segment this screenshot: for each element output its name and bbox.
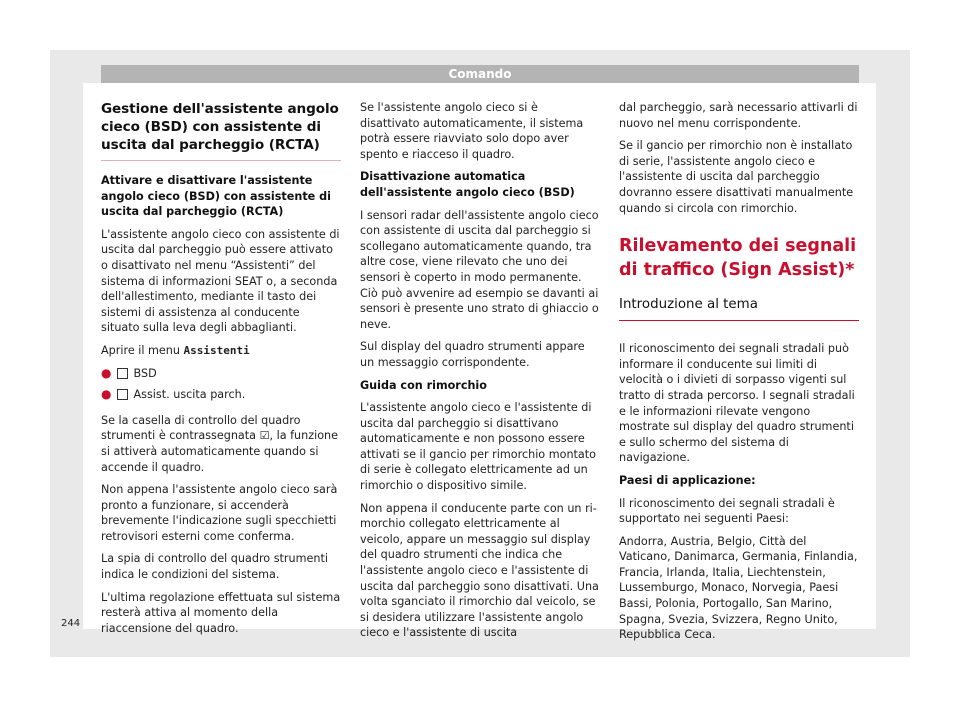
page-number: 244 <box>61 618 81 629</box>
heading-rule <box>101 160 341 161</box>
paragraph-part: , la funzione si attiverà automaticamente quando si accende il quadro. <box>101 429 339 474</box>
subheading: Attivare e disattivare l'assistente angolo cieco (BSD) con assistente di uscita dal parcheggio (RCTA) <box>101 174 331 219</box>
list-item-label: BSD <box>133 366 157 380</box>
list-item <box>101 366 341 382</box>
menu-prefix: Aprire il menu <box>101 343 184 357</box>
paragraph: L'ultima regolazione effettuata sul sistema resterà attiva al momento della riaccensione del quadro. <box>101 590 341 635</box>
section-heading: Gestione dell'assistente angolo cieco (BSD) con assistente di uscita dal parcheggio (RCTA) <box>101 101 339 153</box>
menu-instruction <box>101 343 341 359</box>
list-item <box>101 387 341 403</box>
list-item-label: Assist. uscita parch. <box>133 388 246 402</box>
paragraph <box>101 413 341 475</box>
paragraph-part: Se la casella di controllo del quadro strumenti è contrassegnata <box>101 413 301 443</box>
column-2 <box>360 100 600 648</box>
menu-name: Assistenti <box>183 343 250 357</box>
section-title: Rilevamento dei segnali di traffico (Sign Assist)* <box>619 236 857 281</box>
checkbox-icon <box>117 368 128 379</box>
section-rule <box>619 320 859 321</box>
bullet-icon: ● <box>101 365 112 380</box>
column-1 <box>101 100 341 643</box>
paragraph: Andorra, Austria, Belgio, Città del Vaticano, Danimarca, Germania, Finlandia, Francia, Irlanda, Italia, Liechtenstein, Lussemburgo, Monaco, Norvegia, Paesi Bassi, Polonia, Portogallo, San Marino, Spagna, Svezia, Svizzera, Regno Unito, Repubblica Ceca. <box>619 534 858 642</box>
checkbox-icon <box>117 389 128 400</box>
checked-box-icon: ☑ <box>259 429 270 443</box>
paragraph: Il riconoscimento dei segnali stradali è supportato nei seguenti Paesi: <box>619 496 835 526</box>
subheading: Guida con rimorchio <box>360 378 487 392</box>
paragraph: dal parcheggio, sarà necessario attivarli di nuovo nel menu corrispondente. <box>619 101 858 130</box>
subheading: Disattivazione automatica dell'assistente angolo cieco (BSD) <box>360 170 575 199</box>
paragraph: Non appena il conducente parte con un rimorchio collegato elettricamente al veicolo, appare un messaggio sul display del quadro strumenti che indica che l'assistente angolo cieco e l'assistente di uscita dal parcheggio sono disattivati. Una volta sganciato il rimorchio dal veicolo, se si desidera utilizzare l'assistente angolo cieco e l'assistente di uscita <box>360 501 599 640</box>
bullet-icon: ● <box>101 387 112 402</box>
page-header: Comando <box>101 65 859 83</box>
paragraph: La spia di controllo del quadro strumenti indica le condizioni del sistema. <box>101 552 328 582</box>
paragraph: I sensori radar dell'assistente angolo cieco con assistente di uscita dal parcheggio si scollegano automaticamente quando, tra altre cose, viene rilevato che uno dei sensori è coperto in modo permanente. Ciò può avvenire ad esempio se davanti ai sensori è presente uno strato di ghiaccio o neve. <box>360 208 599 331</box>
paragraph: Il riconoscimento dei segnali stradali può informare il conducente sui limiti di velocità o i divieti di sorpasso vigenti sul tratto di strada percorso. I segnali stradali e le informazioni rilevate vengono mostrate sul display del quadro strumenti e sullo schermo del sistema di navigazione. <box>619 342 855 465</box>
paragraph: Non appena l'assistente angolo cieco sarà pronto a funzionare, si accenderà brevemente l'indicazione sugli specchietti retrovisori esterni come conferma. <box>101 483 338 543</box>
paragraph: Sul display del quadro strumenti appare un messaggio corrispondente. <box>360 340 585 369</box>
paragraph: Se l'assistente angolo cieco si è disattivato automaticamente, il sistema potrà essere riavviato solo dopo aver spento e riacceso il quadro. <box>360 101 584 161</box>
paragraph: Se il gancio per rimorchio non è installato di serie, l'assistente angolo cieco e l'assistente di uscita dal parcheggio dovranno essere disattivati manualmente quando si circola con rimorchio. <box>619 139 854 215</box>
paragraph: L'assistente angolo cieco e l'assistente di uscita dal parcheggio si disattivano automaticamente e non possono essere attivati se il gancio per rimorchio montato di serie è collegato elettricamente ad un rimorchio o dispositivo simile. <box>360 401 597 493</box>
column-3 <box>619 100 859 650</box>
paragraph: L'assistente angolo cieco con assistente di uscita dal parcheggio può essere attivato o disattivato nel menu “Assistenti” del sistema di informazioni SEAT o, a seconda dell'allestimento, mediante il tasto dei sistemi di assistenza al conducente situato sulla leva degli abbaglianti. <box>101 227 340 335</box>
subheading: Paesi di applicazione: <box>619 473 756 487</box>
section-subtitle: Introduzione al tema <box>619 297 758 313</box>
